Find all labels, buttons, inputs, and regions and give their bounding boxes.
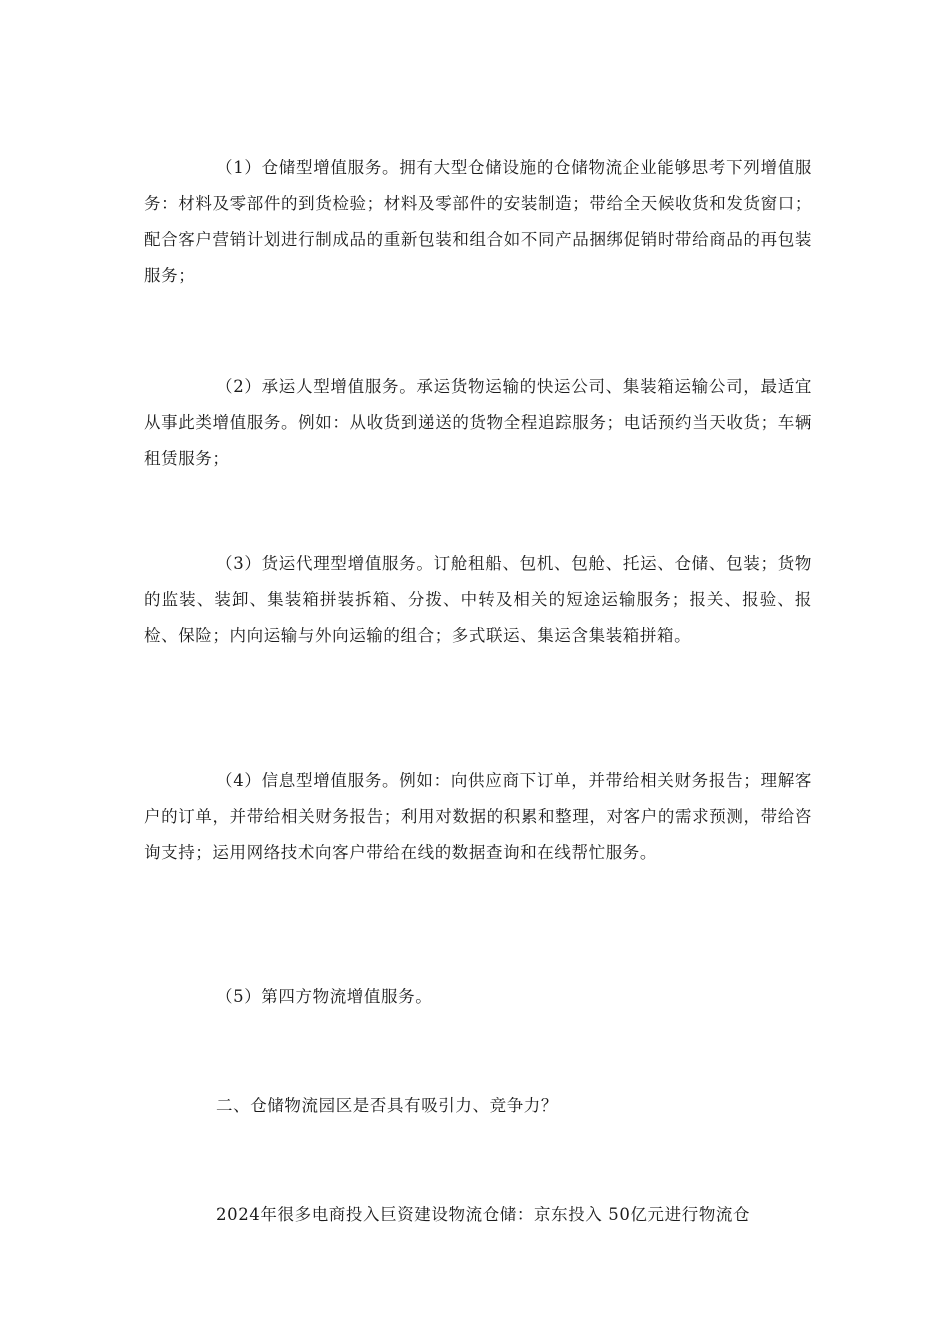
paragraph-warehouse-value-added: （1）仓储型增值服务。拥有大型仓储设施的仓储物流企业能够思考下列增值服务：材料及零部件的到货检验；材料及零部件的安装制造；带给全天候收货和发货窗口；配合客户营销计划进行制成品的重新包装和组合如不同产品捆绑促销时带给商品的再包装服务； bbox=[144, 158, 812, 285]
section-heading-logistics-park: 二、仓储物流园区是否具有吸引力、竞争力？ bbox=[216, 1096, 558, 1115]
paragraph-fourth-party-logistics: （5）第四方物流增值服务。 bbox=[216, 987, 433, 1006]
paragraph-freight-forwarder-value-added: （3）货运代理型增值服务。订舱租船、包机、包舱、托运、仓储、包装；货物的监装、装卸、集装箱拼装拆箱、分拨、中转及相关的短途运输服务；报关、报验、报检、保险；内向运输与外向运输的组合；多式联运、集运含集装箱拼箱。 bbox=[144, 554, 812, 645]
paragraph-carrier-value-added: （2）承运人型增值服务。承运货物运输的快运公司、集装箱运输公司，最适宜从事此类增值服务。例如：从收货到递送的货物全程追踪服务；电话预约当天收货；车辆租赁服务； bbox=[144, 377, 812, 468]
paragraph-information-value-added: （4）信息型增值服务。例如：向供应商下订单，并带给相关财务报告；理解客户的订单，并带给相关财务报告；利用对数据的积累和整理，对客户的需求预测，带给咨询支持；运用网络技术向客户带给在线的数据查询和在线帮忙服务。 bbox=[144, 771, 812, 862]
paragraph-ecommerce-investment: 2024年很多电商投入巨资建设物流仓储：京东投入 50亿元进行物流仓 bbox=[216, 1205, 751, 1224]
